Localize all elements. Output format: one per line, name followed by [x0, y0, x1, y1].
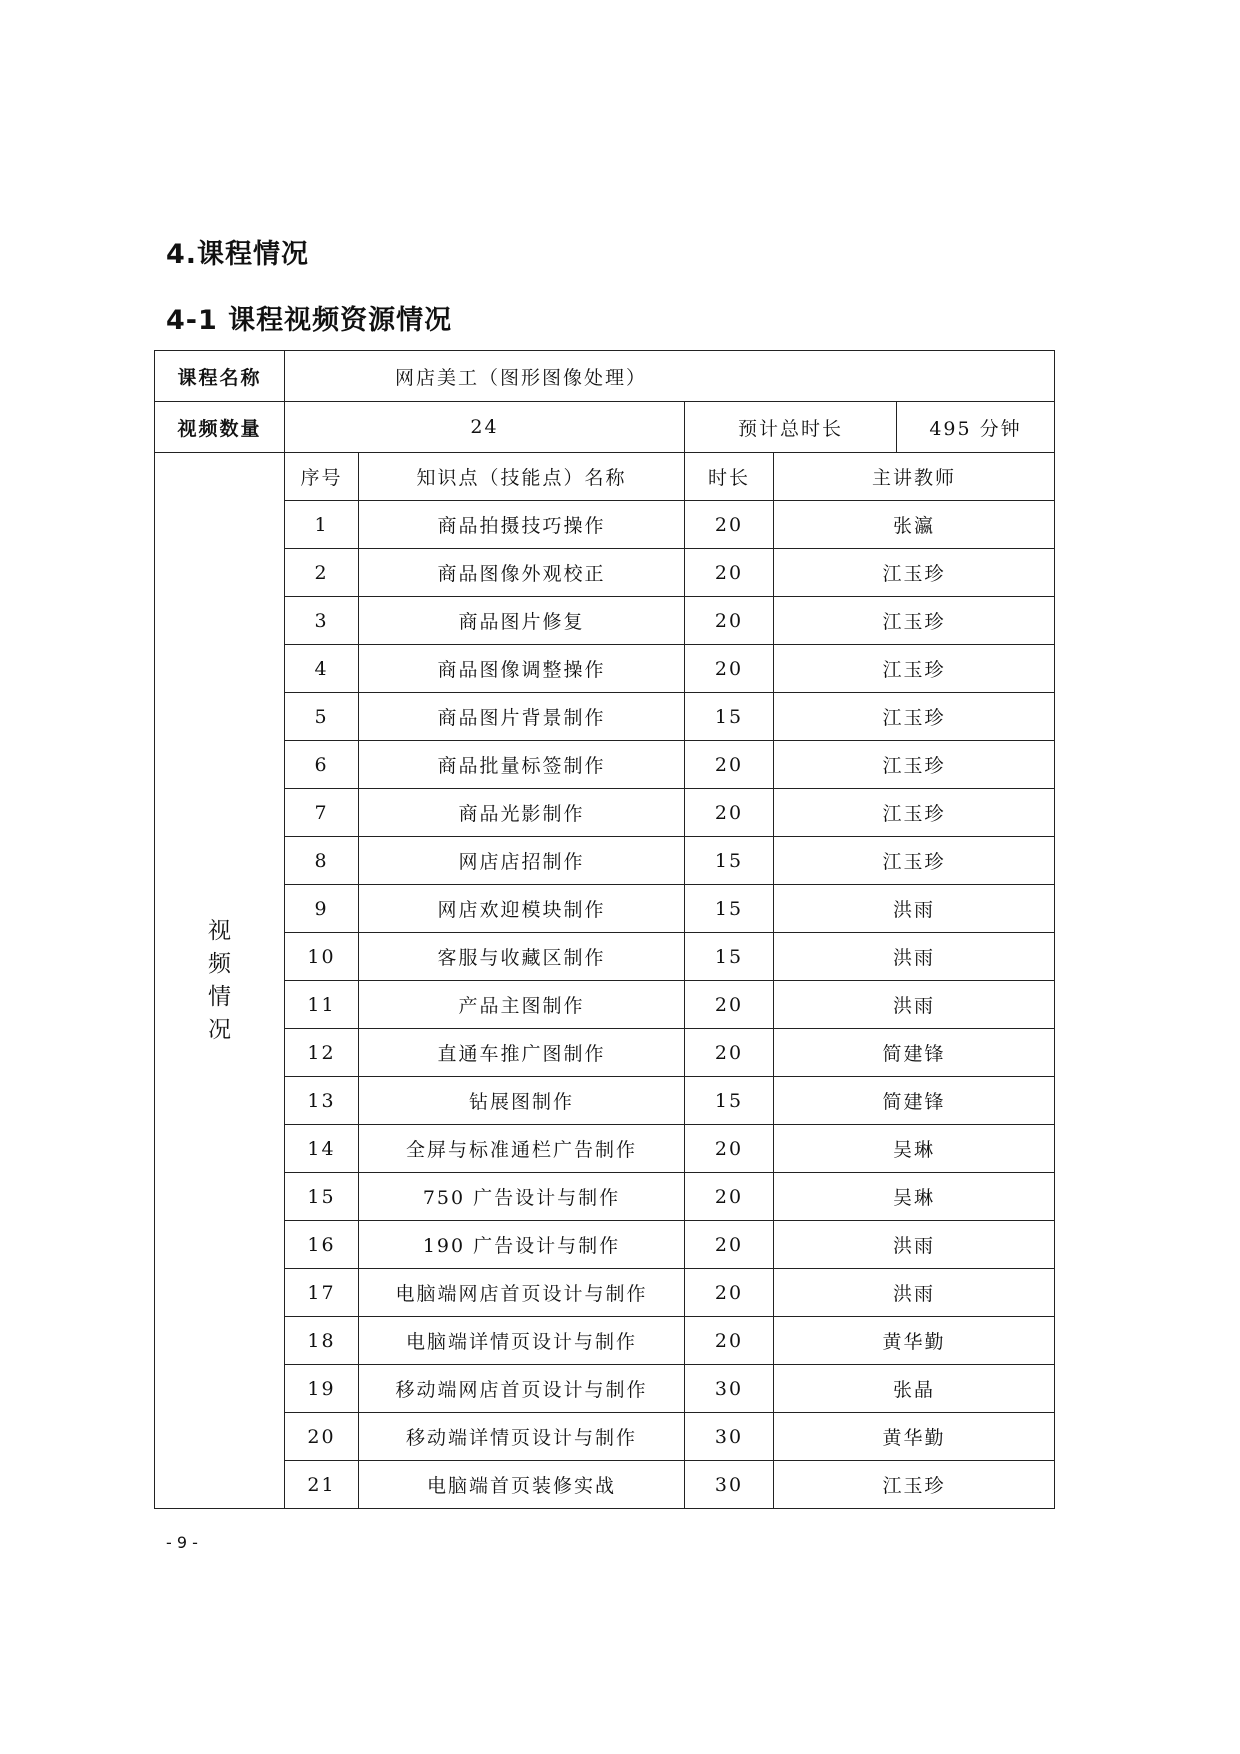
table-row: [155, 789, 1055, 837]
row-topic: 商品光影制作: [359, 789, 685, 837]
row-duration: 20: [685, 1029, 774, 1077]
course-name-value: 网店美工（图形图像处理）: [285, 351, 1055, 402]
row-index: 5: [285, 693, 359, 741]
video-count-value: 24: [285, 402, 685, 453]
row-topic: 客服与收藏区制作: [359, 933, 685, 981]
row-topic: 商品拍摄技巧操作: [359, 501, 685, 549]
row-index: 17: [285, 1269, 359, 1317]
table-row: [155, 981, 1055, 1029]
table-row: [155, 1221, 1055, 1269]
row-index: 13: [285, 1077, 359, 1125]
row-index: 1: [285, 501, 359, 549]
row-topic: 钻展图制作: [359, 1077, 685, 1125]
course-name-row: [155, 351, 1055, 402]
row-topic: 直通车推广图制作: [359, 1029, 685, 1077]
row-teacher: 洪雨: [774, 981, 1055, 1029]
row-duration: 15: [685, 837, 774, 885]
row-duration: 15: [685, 693, 774, 741]
row-topic: 商品批量标签制作: [359, 741, 685, 789]
table-row: [155, 549, 1055, 597]
section-heading: 4.课程情况: [166, 239, 310, 270]
row-topic: 商品图片修复: [359, 597, 685, 645]
row-teacher: 江玉珍: [774, 837, 1055, 885]
row-duration: 30: [685, 1413, 774, 1461]
subsection-heading: 4-1 课程视频资源情况: [166, 305, 453, 336]
video-section-label-cell: [155, 453, 285, 1509]
row-index: 14: [285, 1125, 359, 1173]
row-duration: 20: [685, 789, 774, 837]
table-row: [155, 693, 1055, 741]
row-topic: 网店店招制作: [359, 837, 685, 885]
row-duration: 20: [685, 597, 774, 645]
row-teacher: 洪雨: [774, 1269, 1055, 1317]
table-row: [155, 1173, 1055, 1221]
row-index: 12: [285, 1029, 359, 1077]
row-topic: 网店欢迎模块制作: [359, 885, 685, 933]
row-duration: 20: [685, 981, 774, 1029]
row-duration: 30: [685, 1365, 774, 1413]
total-duration-value: 495 分钟: [929, 417, 1022, 440]
row-index: 4: [285, 645, 359, 693]
video-section-label: 视频情况: [208, 917, 231, 1043]
row-index: 19: [285, 1365, 359, 1413]
row-duration: 15: [685, 933, 774, 981]
table-row: [155, 501, 1055, 549]
row-index: 18: [285, 1317, 359, 1365]
row-teacher: 江玉珍: [774, 1461, 1055, 1509]
row-topic: 商品图片背景制作: [359, 693, 685, 741]
header-duration: 时长: [685, 453, 774, 501]
row-duration: 20: [685, 1269, 774, 1317]
row-index: 9: [285, 885, 359, 933]
row-index: 10: [285, 933, 359, 981]
row-teacher: 张瀛: [774, 501, 1055, 549]
row-index: 7: [285, 789, 359, 837]
row-teacher: 江玉珍: [774, 741, 1055, 789]
row-duration: 30: [685, 1461, 774, 1509]
row-duration: 20: [685, 549, 774, 597]
row-teacher: 洪雨: [774, 933, 1055, 981]
row-duration: 20: [685, 741, 774, 789]
row-topic: 190 广告设计与制作: [359, 1221, 685, 1269]
table-row: [155, 741, 1055, 789]
row-topic: 移动端详情页设计与制作: [359, 1413, 685, 1461]
row-topic: 产品主图制作: [359, 981, 685, 1029]
row-teacher: 江玉珍: [774, 789, 1055, 837]
row-duration: 20: [685, 1173, 774, 1221]
row-index: 6: [285, 741, 359, 789]
table-row: [155, 1029, 1055, 1077]
row-topic: 全屏与标准通栏广告制作: [359, 1125, 685, 1173]
row-duration: 20: [685, 1317, 774, 1365]
row-teacher: 洪雨: [774, 885, 1055, 933]
row-teacher: 黄华勤: [774, 1413, 1055, 1461]
row-topic: 商品图像外观校正: [359, 549, 685, 597]
table-row: [155, 1077, 1055, 1125]
duration-cell: [685, 402, 1055, 453]
page-number: - 9 -: [166, 1533, 198, 1552]
row-teacher: 简建锋: [774, 1029, 1055, 1077]
row-topic: 电脑端首页装修实战: [359, 1461, 685, 1509]
row-teacher: 吴琳: [774, 1125, 1055, 1173]
video-count-row: [155, 402, 1055, 453]
row-index: 21: [285, 1461, 359, 1509]
header-index: 序号: [285, 453, 359, 501]
row-duration: 15: [685, 1077, 774, 1125]
table-row: [155, 933, 1055, 981]
row-duration: 20: [685, 501, 774, 549]
table-row: [155, 1317, 1055, 1365]
row-duration: 20: [685, 645, 774, 693]
table-row: [155, 1461, 1055, 1509]
row-topic: 商品图像调整操作: [359, 645, 685, 693]
table-row: [155, 885, 1055, 933]
table-row: [155, 837, 1055, 885]
row-teacher: 江玉珍: [774, 693, 1055, 741]
course-video-table: [154, 350, 1055, 1509]
header-topic: 知识点（技能点）名称: [359, 453, 685, 501]
row-teacher: 江玉珍: [774, 549, 1055, 597]
table-header-row: [155, 453, 1055, 501]
row-index: 11: [285, 981, 359, 1029]
row-index: 20: [285, 1413, 359, 1461]
table-row: [155, 1413, 1055, 1461]
row-teacher: 黄华勤: [774, 1317, 1055, 1365]
row-teacher: 江玉珍: [774, 645, 1055, 693]
row-topic: 电脑端网店首页设计与制作: [359, 1269, 685, 1317]
row-duration: 20: [685, 1221, 774, 1269]
row-topic: 750 广告设计与制作: [359, 1173, 685, 1221]
row-teacher: 简建锋: [774, 1077, 1055, 1125]
table-row: [155, 1125, 1055, 1173]
row-duration: 20: [685, 1125, 774, 1173]
header-teacher: 主讲教师: [774, 453, 1055, 501]
row-index: 15: [285, 1173, 359, 1221]
total-duration-label: 预计总时长: [685, 402, 897, 452]
row-duration: 15: [685, 885, 774, 933]
row-teacher: 江玉珍: [774, 597, 1055, 645]
row-index: 8: [285, 837, 359, 885]
course-name-label: 课程名称: [155, 351, 285, 402]
row-index: 16: [285, 1221, 359, 1269]
row-teacher: 张晶: [774, 1365, 1055, 1413]
table-row: [155, 1269, 1055, 1317]
row-topic: 电脑端详情页设计与制作: [359, 1317, 685, 1365]
row-index: 2: [285, 549, 359, 597]
row-teacher: 吴琳: [774, 1173, 1055, 1221]
table-row: [155, 597, 1055, 645]
row-teacher: 洪雨: [774, 1221, 1055, 1269]
video-count-label: 视频数量: [155, 402, 285, 453]
table-row: [155, 645, 1055, 693]
table-row: [155, 1365, 1055, 1413]
row-topic: 移动端网店首页设计与制作: [359, 1365, 685, 1413]
row-index: 3: [285, 597, 359, 645]
